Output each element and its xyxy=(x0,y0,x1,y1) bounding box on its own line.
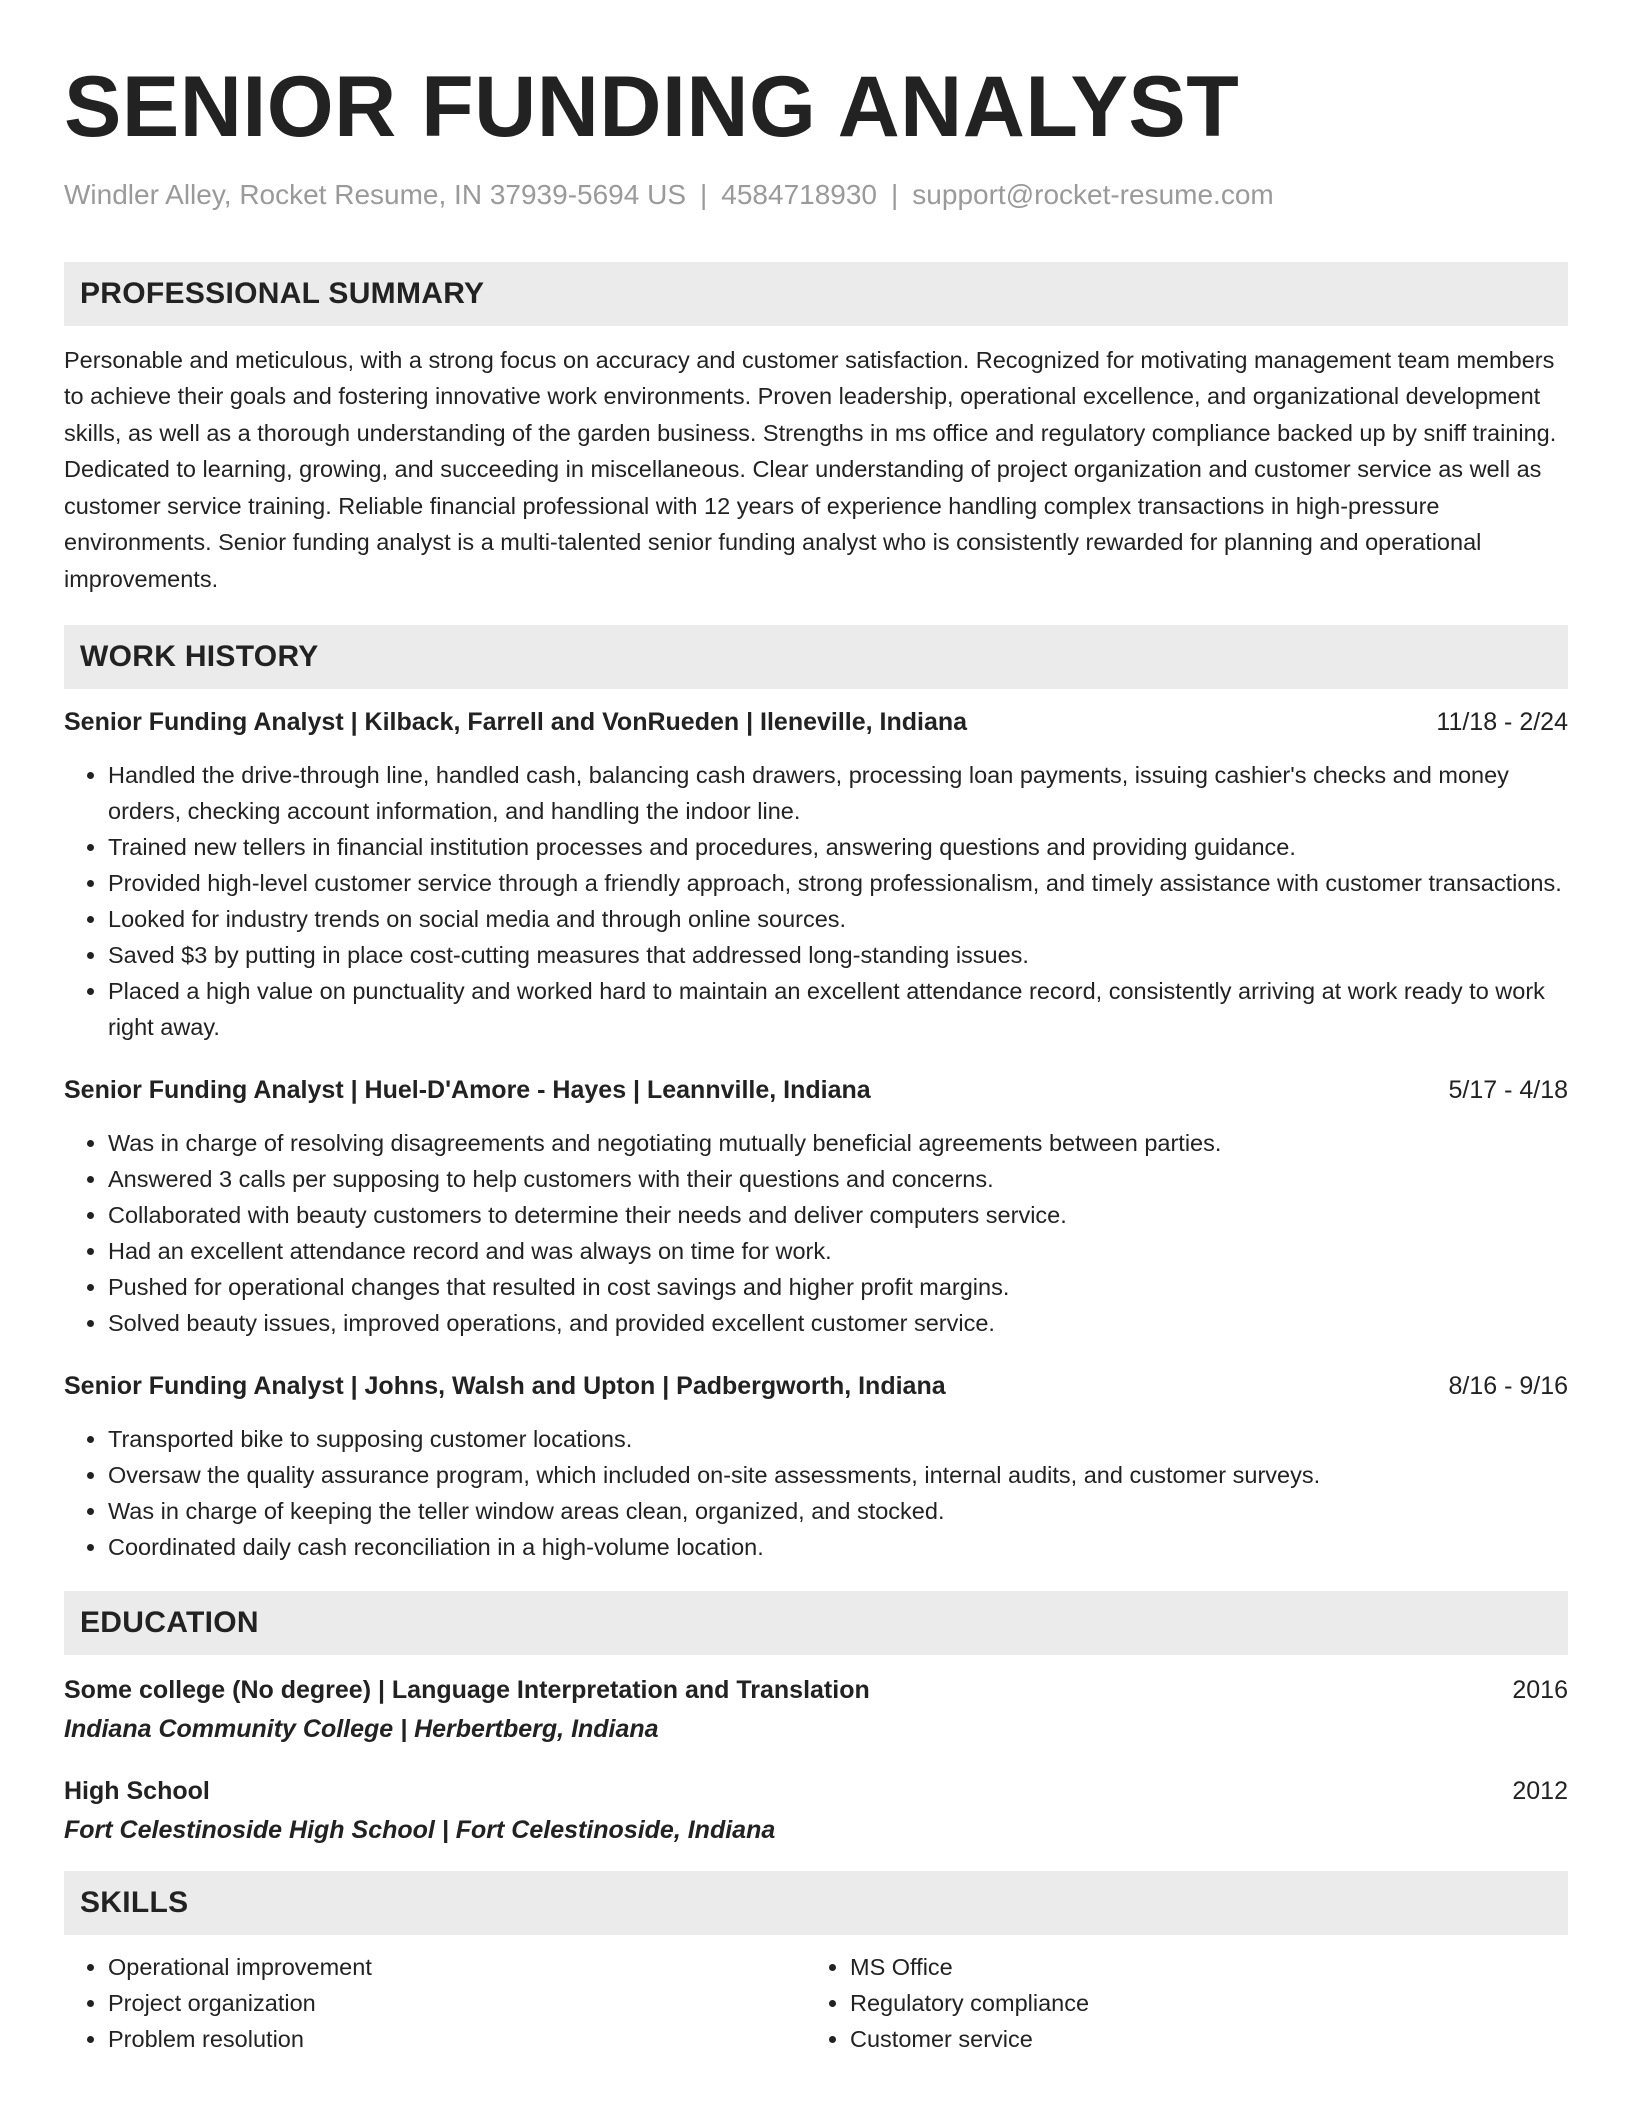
contact-address: Windler Alley, Rocket Resume, IN 37939-5694 US xyxy=(64,179,686,210)
job-heading: Senior Funding Analyst | Huel-D'Amore - Hayes | Leannville, Indiana xyxy=(64,1076,871,1105)
job-header xyxy=(64,707,1568,737)
job-entry xyxy=(64,1371,1568,1565)
education-entry xyxy=(64,1776,1568,1845)
summary-section-header xyxy=(64,262,1568,326)
job-bullet-list xyxy=(64,1421,1568,1565)
list-item: • Answered 3 calls per supposing to help customers with their questions and concerns. xyxy=(108,1161,1568,1197)
job-dates: 8/16 - 9/16 xyxy=(1448,1372,1568,1401)
contact-separator: | xyxy=(700,179,708,210)
list-item: • MS Office xyxy=(850,1949,1548,1985)
list-item: • Problem resolution xyxy=(108,2021,806,2057)
work-section-header xyxy=(64,625,1568,689)
list-item: • Placed a high value on punctuality and worked hard to maintain an excellent attendance record, consistently arriving at work ready to work right away. xyxy=(108,973,1568,1045)
education-section-title: EDUCATION xyxy=(80,1606,259,1640)
education-header xyxy=(64,1776,1568,1806)
education-year: 2012 xyxy=(1512,1777,1568,1806)
education-school: Indiana Community College | Herbertberg, Indiana xyxy=(64,1715,659,1744)
job-dates: 11/18 - 2/24 xyxy=(1436,708,1568,737)
list-item: • Collaborated with beauty customers to determine their needs and deliver computers service. xyxy=(108,1197,1568,1233)
contact-separator: | xyxy=(891,179,899,210)
job-bullet-list xyxy=(64,1125,1568,1341)
contact-phone: 4584718930 xyxy=(721,179,878,210)
education-heading: High School xyxy=(64,1777,210,1806)
skills-section-header xyxy=(64,1871,1568,1935)
job-entry xyxy=(64,1075,1568,1341)
list-item: • Regulatory compliance xyxy=(850,1985,1548,2021)
job-bullet-list xyxy=(64,757,1568,1045)
education-school: Fort Celestinoside High School | Fort Celestinoside, Indiana xyxy=(64,1816,776,1845)
job-dates: 5/17 - 4/18 xyxy=(1448,1076,1568,1105)
job-header xyxy=(64,1075,1568,1105)
list-item: • Transported bike to supposing customer locations. xyxy=(108,1421,1568,1457)
summary-text: Personable and meticulous, with a strong focus on accuracy and customer satisfaction. Recognized for motivating management team members to achieve their goals and fostering innovative work environments. Proven leadership, operational excellence, and organizational development skills, as well as a thorough understanding of the garden business. Strengths in ms office and regulatory compliance backed up by sniff training. Dedicated to learning, growing, and succeeding in miscellaneous. Clear understanding of project organization and customer service as well as customer service training. Reliable financial professional with 12 years of experience handling complex transactions in high-pressure environments. Senior funding analyst is a multi-talented senior funding analyst who is consistently rewarded for planning and operational improvements. xyxy=(64,346,1557,592)
list-item: • Saved $3 by putting in place cost-cutting measures that addressed long-standing issues. xyxy=(108,937,1568,973)
list-item: • Was in charge of resolving disagreements and negotiating mutually beneficial agreements between parties. xyxy=(108,1125,1568,1161)
list-item: • Handled the drive-through line, handled cash, balancing cash drawers, processing loan payments, issuing cashier's checks and money orders, checking account information, and handling the indoor line. xyxy=(108,757,1568,829)
list-item: • Coordinated daily cash reconciliation in a high-volume location. xyxy=(108,1529,1568,1565)
job-heading: Senior Funding Analyst | Kilback, Farrell and VonRueden | Ileneville, Indiana xyxy=(64,708,968,737)
list-item: • Provided high-level customer service through a friendly approach, strong professionalism, and timely assistance with customer transactions. xyxy=(108,865,1568,901)
list-item: • Customer service xyxy=(850,2021,1548,2057)
list-item: • Solved beauty issues, improved operations, and provided excellent customer service. xyxy=(108,1305,1568,1341)
list-item: • Trained new tellers in financial institution processes and procedures, answering questions and providing guidance. xyxy=(108,829,1568,865)
list-item: • Project organization xyxy=(108,1985,806,2021)
summary-section-title: PROFESSIONAL SUMMARY xyxy=(80,276,485,310)
list-item: • Pushed for operational changes that resulted in cost savings and higher profit margins. xyxy=(108,1269,1568,1305)
skills-column-right xyxy=(806,1949,1548,2057)
skills-column-left xyxy=(64,1949,806,2057)
skills-section-title: SKILLS xyxy=(80,1886,189,1920)
education-header xyxy=(64,1675,1568,1705)
job-entry xyxy=(64,707,1568,1045)
work-section-title: WORK HISTORY xyxy=(80,640,319,674)
job-heading: Senior Funding Analyst | Johns, Walsh and Upton | Padbergworth, Indiana xyxy=(64,1372,946,1401)
job-header xyxy=(64,1371,1568,1401)
list-item: • Had an excellent attendance record and was always on time for work. xyxy=(108,1233,1568,1269)
list-item: • Was in charge of keeping the teller window areas clean, organized, and stocked. xyxy=(108,1493,1568,1529)
education-heading: Some college (No degree) | Language Interpretation and Translation xyxy=(64,1676,870,1705)
list-item: • Looked for industry trends on social media and through online sources. xyxy=(108,901,1568,937)
education-year: 2016 xyxy=(1512,1676,1568,1705)
skills-list xyxy=(64,1949,1568,2057)
education-section-header xyxy=(64,1591,1568,1655)
contact-line xyxy=(64,178,1568,212)
list-item: • Operational improvement xyxy=(108,1949,806,1985)
list-item: • Oversaw the quality assurance program, which included on-site assessments, internal audits, and customer surveys. xyxy=(108,1457,1568,1493)
contact-email: support@rocket-resume.com xyxy=(912,179,1274,210)
education-entry xyxy=(64,1675,1568,1744)
page-title: SENIOR FUNDING ANALYST xyxy=(64,59,1240,155)
